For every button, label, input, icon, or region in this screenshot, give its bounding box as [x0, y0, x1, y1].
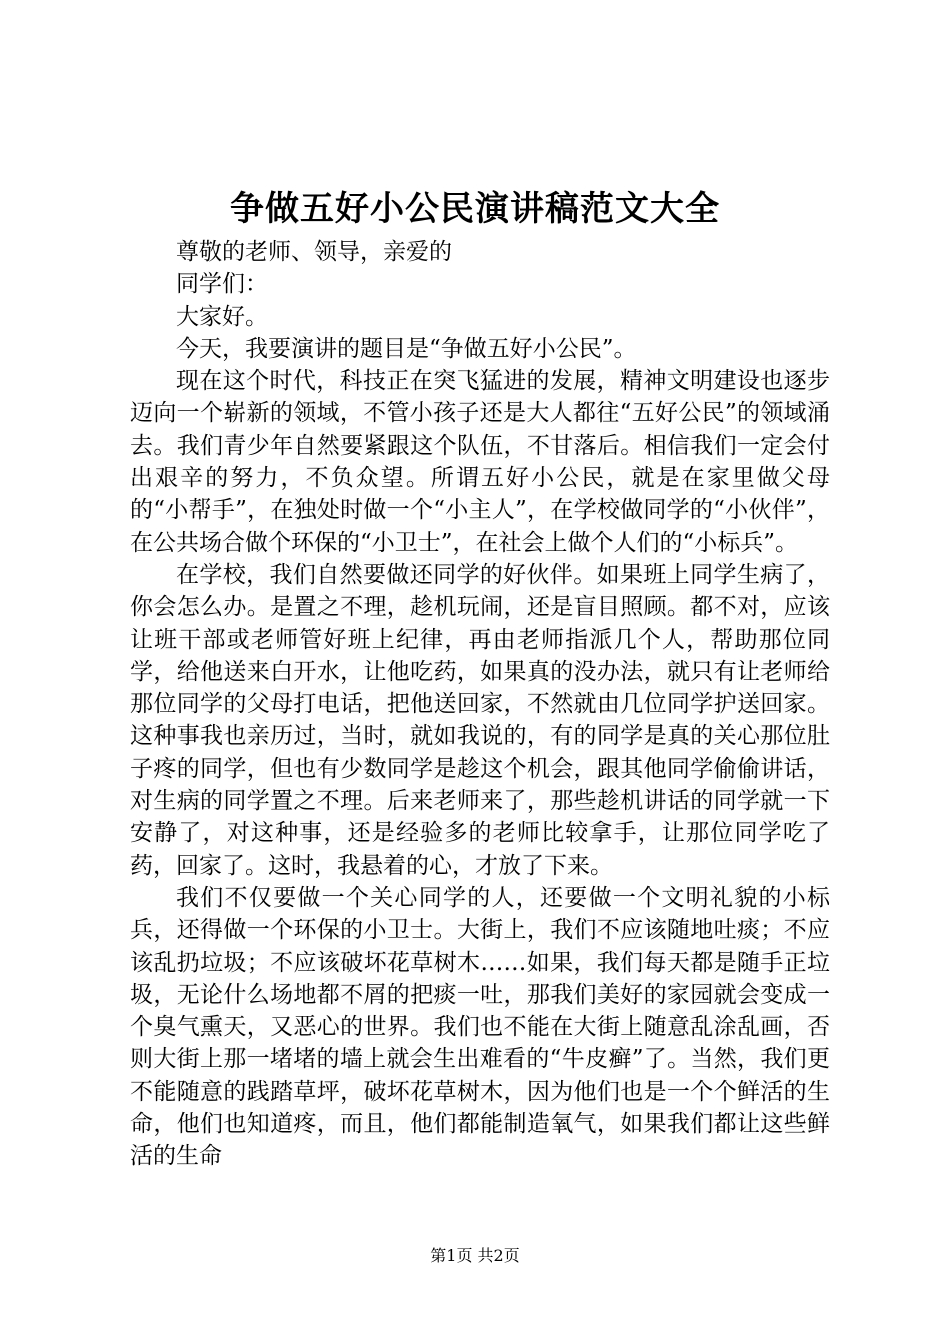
paragraph-topic: 今天，我要演讲的题目是“争做五好小公民”。 — [176, 335, 637, 362]
paragraph-body-3: 我们不仅要做一个关心同学的人，还要做一个文明礼貌的小标兵，还得做一个环保的小卫士。大街上，我们不应该随地吐痰；不应该乱扔垃圾；不应该破坏花草树木……如果，我们每天都是随手正垃圾，无论什么场地都不屑的把痰一吐，那我们美好的家园就会变成一个臭气熏天，又恶心的世界。我们也不能在大街上随意乱涂乱画，否则大街上那一堵堵的墙上就会生出难看的“牛皮癣”了。当然，我们更不能随意的践踏草坪，破坏花草树木，因为他们也是一个个鲜活的生命，他们也知道疼，而且，他们都能制造氧气，如果我们都让这些鲜活的生命 — [130, 884, 830, 1170]
paragraph-salutation-2: 同学们： — [176, 271, 268, 298]
paragraph-body-1: 现在这个时代，科技正在突飞猛进的发展，精神文明建设也逐步迈向一个崭新的领域，不管小孩子还是大人都往“五好公民”的领域涌去。我们青少年自然要紧跟这个队伍，不甘落后。相信我们一定会付出艰辛的努力，不负众望。所谓五好小公民，就是在家里做父母的“小帮手”，在独处时做一个“小主人”，在学校做同学的“小伙伴”，在公共场合做个环保的“小卫士”，在社会上做个人们的“小标兵”。 — [130, 368, 830, 556]
page-number-footer: 第1页 共2页 — [430, 1246, 520, 1265]
page-title: 争做五好小公民演讲稿范文大全 — [230, 189, 720, 229]
paragraph-greeting: 大家好。 — [176, 303, 268, 330]
paragraph-salutation-1: 尊敬的老师、领导，亲爱的 — [176, 239, 452, 265]
document-body — [130, 236, 830, 1173]
paragraph-body-2: 在学校，我们自然要做还同学的好伙伴。如果班上同学生病了，你会怎么办。是置之不理，趁机玩闹，还是盲目照顾。都不对，应该让班干部或老师管好班上纪律，再由老师指派几个人，帮助那位同学，给他送来白开水，让他吃药，如果真的没办法，就只有让老师给那位同学的父母打电话，把他送回家，不然就由几位同学护送回家。这种事我也亲历过，当时，就如我说的，有的同学是真的关心那位肚子疼的同学，但也有少数同学是趁这个机会，跟其他同学偷偷讲话，对生病的同学置之不理。后来老师来了，那些趁机讲话的同学就一下安静了，对这种事，还是经验多的老师比较拿手，让那位同学吃了药，回家了。这时，我悬着的心，才放了下来。 — [130, 561, 830, 879]
